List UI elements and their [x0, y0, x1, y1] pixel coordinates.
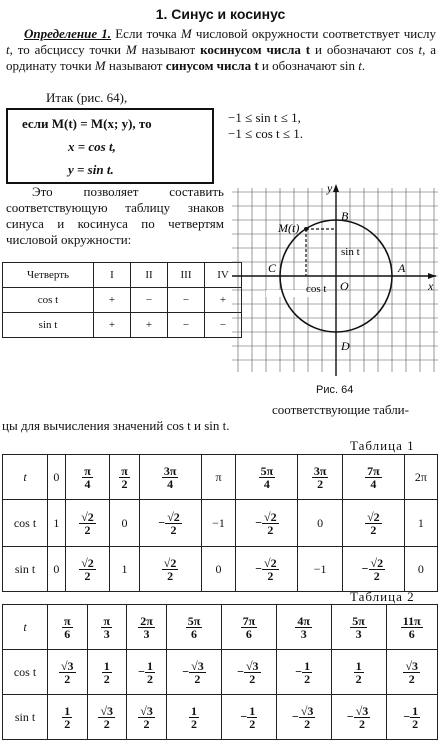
fraction-numerator: 1	[146, 658, 153, 673]
definition-text-part: и обозначают cos	[310, 42, 419, 57]
fraction-numerator: 1	[103, 658, 110, 673]
fraction	[138, 615, 155, 640]
fraction	[62, 705, 72, 730]
formula-box	[6, 108, 214, 184]
table1-cell	[201, 500, 236, 547]
fraction	[62, 615, 73, 640]
values-table-1	[2, 454, 438, 592]
table1-cell	[342, 547, 404, 592]
fraction-denominator: 2	[194, 671, 201, 686]
fraction	[247, 705, 257, 730]
point-a-label: A	[398, 261, 406, 275]
table1-cell	[3, 547, 48, 592]
definition-text-part: косинусом числа t	[200, 42, 311, 57]
fraction-denominator: 2	[304, 716, 311, 731]
fraction-denominator: 2	[355, 671, 362, 686]
table2-cell	[221, 650, 276, 695]
fraction	[98, 705, 115, 730]
minus-sign: −	[182, 663, 190, 678]
fraction-numerator: 1	[64, 703, 71, 718]
point-b-label: B	[341, 209, 349, 223]
fraction	[165, 511, 182, 536]
fraction	[79, 511, 96, 536]
table2-cell	[276, 695, 331, 740]
signs-cell: −	[168, 288, 205, 313]
table2-cell	[167, 650, 222, 695]
table2-row	[3, 695, 438, 740]
table1-label: Таблица 1	[350, 438, 415, 453]
cell-text: 1	[53, 515, 60, 530]
cell-text: 0	[215, 561, 222, 576]
table1-cell	[139, 500, 201, 547]
table1-cell	[3, 455, 48, 500]
table1-cell	[342, 455, 404, 500]
fraction-numerator: 1	[190, 703, 197, 718]
definition-text-part: числовой окружности соответствует числу	[191, 26, 436, 41]
fraction-denominator: 2	[373, 568, 380, 583]
signs-header-cell: IV	[205, 263, 242, 288]
table2-cell	[87, 605, 127, 650]
figure-caption: Рис. 64	[316, 384, 354, 396]
fraction-denominator: 2	[317, 476, 324, 491]
definition-text-part: , то абсциссу точки	[9, 42, 126, 57]
table2-cell	[167, 605, 222, 650]
table2-cell	[3, 605, 48, 650]
paragraph-tables-intro-line1: соответствующие табли-	[272, 402, 409, 417]
fraction	[312, 465, 329, 490]
signs-cell: −	[168, 313, 205, 338]
fraction-numerator: π	[103, 613, 111, 628]
fraction	[354, 660, 364, 685]
signs-cell: +	[131, 313, 168, 338]
fraction	[162, 557, 179, 582]
minus-sign: −	[255, 560, 263, 575]
fraction-denominator: 3	[355, 626, 362, 641]
fraction	[302, 660, 312, 685]
fraction-denominator: 2	[103, 671, 110, 686]
table1-cell	[65, 547, 110, 592]
table1-cell	[404, 547, 437, 592]
signs-header-cell: Четверть	[3, 263, 94, 288]
cell-text: 0	[53, 469, 60, 484]
table1-cell	[342, 500, 404, 547]
table1-cell	[139, 455, 201, 500]
fraction	[299, 705, 316, 730]
fraction	[145, 660, 155, 685]
minus-sign: −	[255, 514, 263, 529]
table2-cell	[3, 695, 48, 740]
y-axis-arrow	[333, 184, 339, 192]
fraction	[369, 557, 386, 582]
table2-cell	[386, 695, 438, 740]
definition-text-part: Если точка	[111, 26, 181, 41]
fraction-numerator: 5π	[352, 613, 365, 628]
table1-cell	[110, 500, 139, 547]
fraction-numerator: π	[63, 613, 71, 628]
fraction-denominator: 2	[103, 716, 110, 731]
table2-cell	[48, 695, 88, 740]
table1-cell	[48, 547, 66, 592]
fraction	[295, 615, 312, 640]
fraction-numerator: 1	[355, 658, 362, 673]
minus-sign: −	[138, 663, 145, 678]
fraction-numerator: √2	[163, 555, 177, 570]
table2-cell	[221, 605, 276, 650]
fraction-denominator: 2	[412, 716, 419, 731]
signs-cell: −	[205, 313, 242, 338]
table2-cell	[331, 695, 386, 740]
fraction	[189, 660, 206, 685]
fraction	[82, 465, 93, 490]
sin-label: sin t	[341, 246, 360, 258]
cell-text: t	[23, 469, 27, 484]
cell-text: sin t	[14, 709, 36, 724]
fraction-numerator: 3π	[313, 463, 327, 478]
minus-sign: −	[361, 560, 369, 575]
cell-text: sin t	[14, 561, 36, 576]
table2-row	[3, 650, 438, 695]
fraction-numerator: 4π	[297, 613, 310, 628]
table1-cell	[139, 547, 201, 592]
table2-cell	[386, 650, 438, 695]
cell-text: 0	[121, 515, 128, 530]
signs-header-cell: I	[94, 263, 131, 288]
table1-cell	[110, 455, 139, 500]
table2-cell	[87, 695, 127, 740]
definition-paragraph	[6, 26, 436, 74]
fraction	[101, 615, 112, 640]
cell-text: cos t	[13, 664, 37, 679]
fraction-denominator: 2	[190, 716, 197, 731]
fraction	[350, 615, 367, 640]
minus-sign: −	[237, 663, 244, 678]
fraction-numerator: √2	[81, 509, 94, 524]
cos-label: cos t	[306, 283, 327, 295]
fraction-denominator: 4	[167, 476, 174, 491]
table2-cell	[386, 605, 438, 650]
fraction-numerator: 2π	[140, 613, 153, 628]
fraction-numerator: √3	[60, 658, 74, 673]
minus-sign: −	[240, 708, 248, 723]
table1-cell	[404, 455, 437, 500]
table2-cell	[167, 695, 222, 740]
cell-text: 0	[317, 515, 324, 530]
signs-cell: +	[205, 288, 242, 313]
fraction-denominator: 2	[170, 522, 177, 537]
fraction-numerator: √2	[264, 509, 277, 524]
fraction-denominator: 3	[143, 626, 150, 641]
fraction	[262, 511, 279, 536]
fraction-denominator: 2	[358, 716, 365, 731]
fraction	[102, 660, 112, 685]
fraction-numerator: 7π	[242, 613, 256, 628]
signs-cell: cos t	[3, 288, 94, 313]
fraction-denominator: 2	[121, 476, 128, 491]
fraction-numerator: √3	[405, 658, 419, 673]
table1-cell	[65, 455, 110, 500]
fraction	[59, 660, 76, 685]
cell-text: −1	[212, 515, 225, 530]
fraction	[138, 705, 155, 730]
cell-text: 0	[417, 561, 424, 576]
paragraph-tables-intro-line2: цы для вычисления значений cos t и sin t.	[2, 418, 230, 433]
fraction-numerator: 1	[304, 658, 311, 673]
table2-cell	[276, 605, 331, 650]
table1-row	[3, 455, 438, 500]
fraction-numerator: √2	[264, 555, 277, 570]
signs-header-cell: III	[168, 263, 205, 288]
table1-cell	[48, 455, 66, 500]
values-table-2	[2, 604, 438, 740]
table1-cell	[404, 500, 437, 547]
fraction-denominator: 6	[190, 626, 197, 641]
fraction	[241, 615, 258, 640]
minus-sign: −	[346, 708, 354, 723]
signs-row-cos	[3, 288, 242, 313]
table1-cell	[298, 547, 343, 592]
cell-text: 2π	[414, 469, 427, 484]
fraction-denominator: 2	[167, 568, 174, 583]
fraction-denominator: 2	[249, 671, 256, 686]
fraction-denominator: 3	[103, 626, 110, 641]
table1-cell	[3, 500, 48, 547]
table2-cell	[276, 650, 331, 695]
definition-text-part: .	[361, 58, 366, 73]
fraction	[262, 557, 279, 582]
fraction-denominator: 4	[84, 476, 91, 491]
definition-text-part: M	[94, 58, 106, 73]
point-m	[304, 227, 308, 231]
fraction-denominator: 2	[143, 716, 150, 731]
minus-sign: −	[403, 708, 411, 723]
table2-cell	[127, 650, 167, 695]
cell-text: π	[215, 469, 222, 484]
definition-text-part: t	[418, 42, 423, 57]
definition-text-part: синусом числа t	[165, 58, 259, 73]
definition-label: Определение 1.	[24, 26, 112, 41]
section-title: 1. Синус и косинус	[155, 6, 286, 22]
fraction-numerator: 3π	[163, 463, 177, 478]
cell-text: t	[23, 619, 27, 634]
formula-line-1: если M(t) = M(x; y), то	[22, 116, 152, 131]
table1-cell	[201, 455, 236, 500]
inequality-sin: −1 ≤ sin t ≤ 1,	[228, 110, 301, 125]
table1-cell	[110, 547, 139, 592]
fraction-numerator: 1	[249, 703, 256, 718]
fraction-numerator: 5π	[187, 613, 201, 628]
fraction-denominator: 2	[84, 522, 91, 537]
fraction-denominator: 2	[64, 716, 71, 731]
grid-lines	[232, 188, 438, 372]
fraction	[186, 615, 203, 640]
fraction-denominator: 2	[84, 568, 91, 583]
fraction-numerator: √2	[167, 509, 180, 524]
fraction	[365, 511, 382, 536]
fraction-denominator: 2	[64, 671, 71, 686]
table2-cell	[221, 695, 276, 740]
fraction-numerator: 11π	[402, 613, 421, 628]
table2-cell	[127, 695, 167, 740]
signs-table	[2, 262, 242, 338]
signs-header-row	[3, 263, 242, 288]
table2-cell	[48, 605, 88, 650]
table1-cell	[298, 500, 343, 547]
fraction	[401, 615, 423, 640]
fraction-numerator: 7π	[367, 463, 380, 478]
definition-text-part: и обозначают sin	[258, 58, 359, 73]
table1-cell	[48, 500, 66, 547]
fraction	[189, 705, 199, 730]
signs-header-cell: II	[131, 263, 168, 288]
fraction-denominator: 2	[267, 568, 274, 583]
minus-sign: −	[295, 663, 303, 678]
fraction	[354, 705, 371, 730]
minus-sign: −	[291, 708, 299, 723]
table1-cell	[298, 455, 343, 500]
fraction-numerator: √3	[140, 703, 153, 718]
fraction-numerator: √2	[367, 509, 380, 524]
signs-cell: sin t	[3, 313, 94, 338]
cell-text: 1	[121, 561, 128, 576]
cell-text: 0	[53, 561, 60, 576]
table1-cell	[201, 547, 236, 592]
fraction	[259, 465, 276, 490]
table2-cell	[87, 650, 127, 695]
fraction	[403, 660, 420, 685]
cell-text: cos t	[13, 515, 37, 530]
fraction-numerator: 1	[412, 703, 419, 718]
point-m-label: M(t)	[278, 221, 300, 235]
fraction-denominator: 2	[249, 716, 256, 731]
point-d-label: D	[341, 339, 350, 353]
formula-line-2: x = cos t,	[68, 139, 116, 154]
inequality-cos: −1 ≤ cos t ≤ 1.	[228, 126, 304, 141]
fraction	[244, 660, 261, 685]
fraction-numerator: √3	[191, 658, 204, 673]
unit-circle-figure	[228, 180, 441, 380]
table2-cell	[48, 650, 88, 695]
fraction-denominator: 6	[408, 626, 415, 641]
signs-cell: +	[94, 288, 131, 313]
fraction	[410, 705, 420, 730]
table2-cell	[331, 605, 386, 650]
definition-text-part: t	[358, 58, 362, 73]
fraction-denominator: 4	[263, 476, 270, 491]
fraction-numerator: π	[121, 463, 128, 478]
fraction-denominator: 2	[408, 671, 415, 686]
y-axis-label: y	[327, 181, 333, 195]
table1-cell	[65, 500, 110, 547]
fraction	[79, 557, 96, 582]
minus-sign: −	[158, 514, 166, 529]
itak-text: Итак (рис. 64),	[46, 90, 128, 105]
definition-text-part: M	[180, 26, 192, 41]
definition-text-part: M	[125, 42, 137, 57]
fraction-numerator: √2	[81, 555, 94, 570]
x-axis-label: x	[428, 279, 434, 293]
table1-row	[3, 500, 438, 547]
table2-label: Таблица 2	[350, 589, 415, 604]
fraction-denominator: 6	[64, 626, 71, 641]
fraction-denominator: 2	[146, 671, 153, 686]
fraction-numerator: 5π	[260, 463, 274, 478]
table1-row	[3, 547, 438, 592]
fraction	[162, 465, 179, 490]
fraction	[119, 465, 130, 490]
point-c-label: C	[268, 261, 277, 275]
definition-text-part: называют	[105, 58, 166, 73]
fraction-numerator: √3	[100, 703, 114, 718]
fraction-numerator: √2	[370, 555, 384, 570]
table1-cell	[236, 500, 298, 547]
table2-cell	[3, 650, 48, 695]
fraction-numerator: √3	[245, 658, 259, 673]
fraction-numerator: √3	[300, 703, 314, 718]
origin-label: O	[340, 279, 349, 293]
table1-cell	[236, 547, 298, 592]
fraction-denominator: 3	[300, 626, 307, 641]
table1-cell	[236, 455, 298, 500]
fraction-denominator: 6	[245, 626, 252, 641]
fraction-denominator: 2	[267, 522, 274, 537]
definition-text-part: называют	[136, 42, 201, 57]
cell-text: 1	[417, 515, 424, 530]
fraction-denominator: 4	[370, 476, 377, 491]
signs-cell: −	[131, 288, 168, 313]
table2-row	[3, 605, 438, 650]
fraction-denominator: 2	[370, 522, 377, 537]
fraction-numerator: π	[84, 463, 91, 478]
fraction-numerator: √3	[355, 703, 369, 718]
definition-text-part: , а ординату точки	[6, 42, 436, 73]
fraction	[365, 465, 382, 490]
table2-cell	[127, 605, 167, 650]
paragraph-signs-intro: Это позволяет составить соответствующую таблицу знаков синуса и косинуса по четвертям числовой окружности:	[6, 184, 224, 247]
definition-text-part: t	[6, 42, 10, 57]
signs-cell: +	[94, 313, 131, 338]
cell-text: −1	[313, 561, 327, 576]
formula-line-3: y = sin t.	[68, 162, 114, 177]
table2-cell	[331, 650, 386, 695]
fraction-denominator: 2	[304, 671, 311, 686]
signs-row-sin	[3, 313, 242, 338]
